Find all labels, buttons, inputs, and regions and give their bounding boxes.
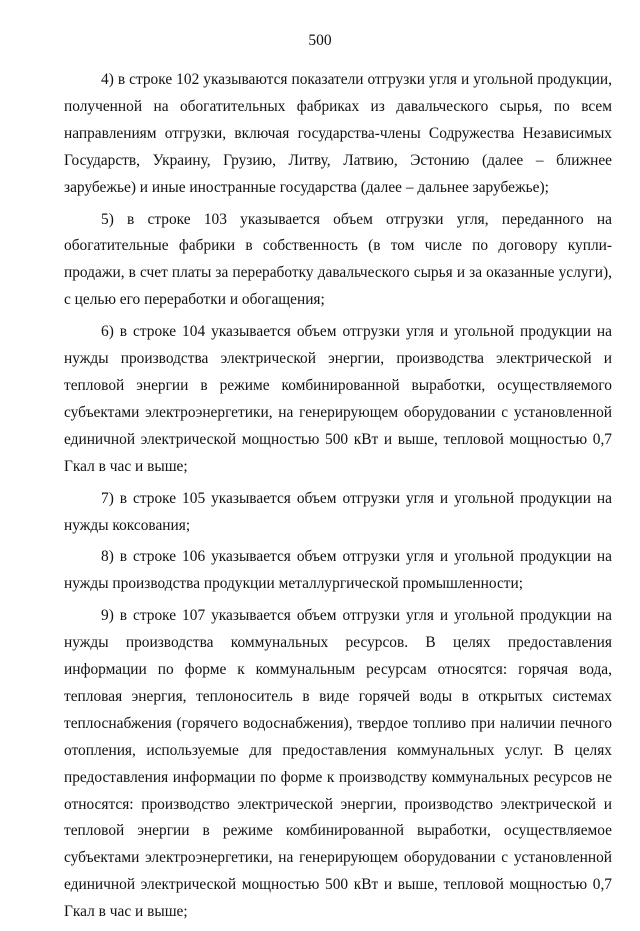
document-body	[64, 67, 612, 931]
paragraph-item-8: 8) в строке 106 указывается объем отгрузки угля и угольной продукции на нужды производства продукции металлургической промышленности;	[64, 548, 612, 593]
paragraph-item-5: 5) в строке 103 указывается объем отгрузки угля, переданного на обогатительные фабрики в собственность (в том числе по договору купли-продажи, в счет платы за переработку давальческого сырья и за оказанные услуги), с целью его переработки и обогащения;	[64, 210, 612, 309]
paragraph-item-4: 4) в строке 102 указываются показатели отгрузки угля и угольной продукции, полученной на обогатительных фабриках из давальческого сырья, по всем направлениям отгрузки, включая государства-члены Содружества Независимых Государств, Украину, Грузию, Литву, Латвию, Эстонию (далее – ближнее зарубежье) и иные иностранные государства (далее – дальнее зарубежье);	[64, 71, 612, 196]
paragraph-item-6: 6) в строке 104 указывается объем отгрузки угля и угольной продукции на нужды производства электрической энергии, производства электрической и тепловой энергии в режиме комбинированной выработки, осуществляемого субъектами электроэнергетики, на генерирующем оборудовании с установленной единичной электрической мощностью 500 кВт и выше, тепловой мощностью 0,7 Гкал в час и выше;	[64, 323, 612, 475]
paragraph-item-9: 9) в строке 107 указывается объем отгрузки угля и угольной продукции на нужды производства коммунальных ресурсов. В целях предоставления информации по форме к коммунальным ресурсам относятся: горячая вода, тепловая энергия, теплоноситель в виде горячей воды в открытых системах теплоснабжения (горячего водоснабжения), твердое топливо при наличии печного отопления, используемые для предоставления коммунальных услуг. В целях предоставления информации по форме к производству коммунальных ресурсов не относятся: производство электрической энергии, производство электрической и тепловой энергии в режиме комбинированной выработки, осуществляемое субъектами электроэнергетики, на генерирующем оборудовании с установленной единичной электрической мощностью 500 кВт и выше, тепловой мощностью 0,7 Гкал в час и выше;	[64, 607, 612, 921]
page-number: 500	[308, 32, 332, 49]
paragraph-item-7: 7) в строке 105 указывается объем отгрузки угля и угольной продукции на нужды коксования;	[64, 489, 612, 534]
